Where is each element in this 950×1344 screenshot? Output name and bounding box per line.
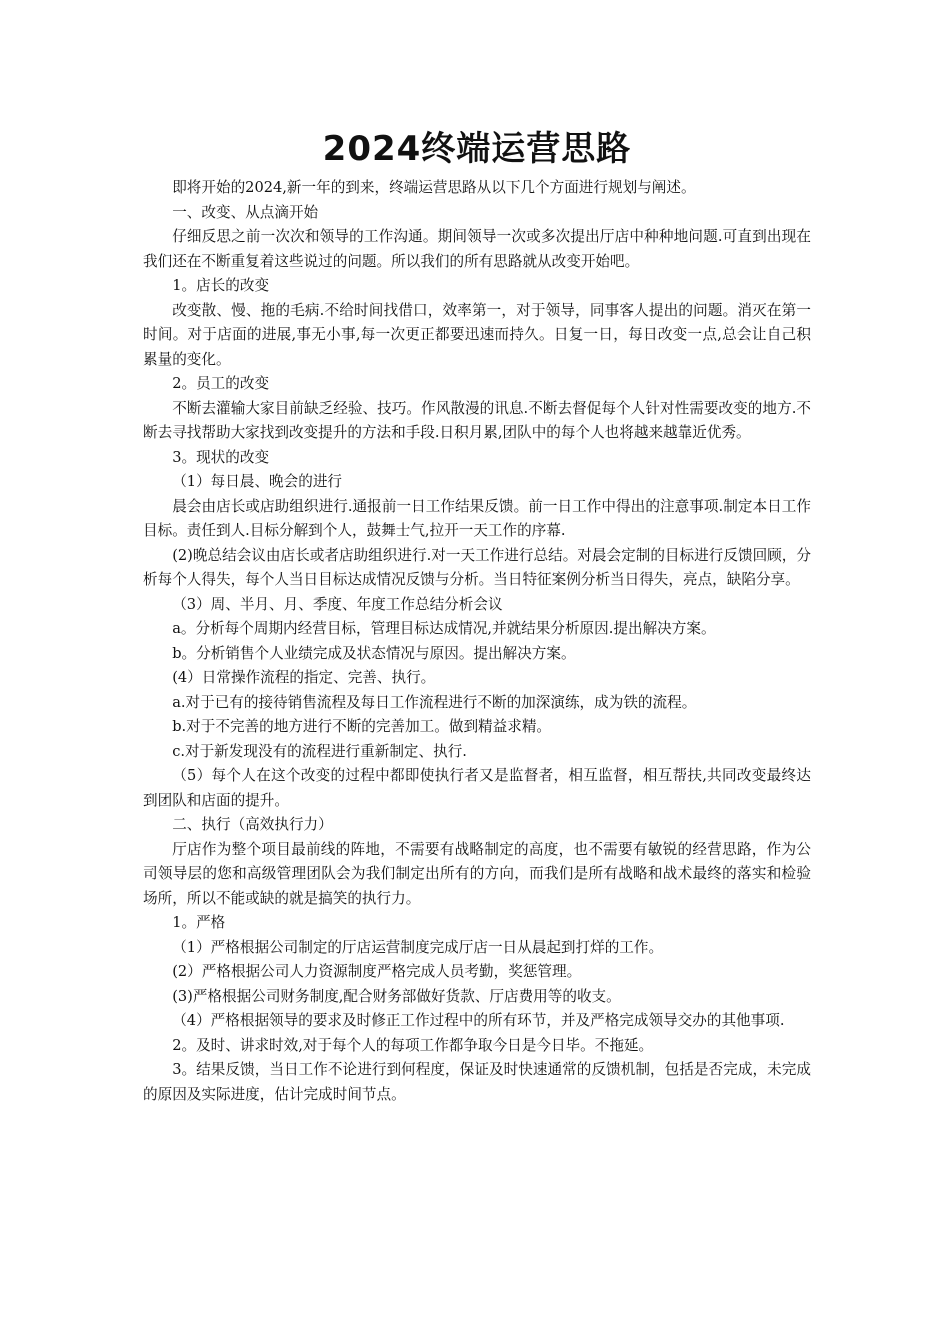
paragraph: 厅店作为整个项目最前线的阵地，不需要有战略制定的高度，也不需要有敏锐的经营思路，作为公司领导层的您和高级管理团队会为我们制定出所有的方向，而我们是所有战略和战术最终的落实和检验场所，所以不能或缺的就是搞笑的执行力。 xyxy=(143,840,811,907)
paragraph: 即将开始的2024,新一年的到来，终端运营思路从以下几个方面进行规划与阐述。 xyxy=(172,179,696,196)
paragraph: （1）严格根据公司制定的厅店运营制度完成厅店一日从晨起到打烊的工作。 xyxy=(172,938,664,956)
paragraph: 2。及时、讲求时效,对于每个人的每项工作都争取今日是今日毕。不拖延。 xyxy=(172,1036,654,1054)
paragraph: （5）每个人在这个改变的过程中都即使执行者又是监督者，相互监督，相互帮扶,共同改变最终达到团队和店面的提升。 xyxy=(143,767,811,809)
paragraph: 3。现状的改变 xyxy=(172,448,270,466)
paragraph: a.对于已有的接待销售流程及每日工作流程进行不断的加深演练，成为铁的流程。 xyxy=(172,693,697,711)
paragraph: a。分析每个周期内经营目标，管理目标达成情况,并就结果分析原因.提出解决方案。 xyxy=(172,620,716,637)
paragraph: 晨会由店长或店助组织进行.通报前一日工作结果反馈。前一日工作中得出的注意事项.制定本日工作目标。责任到人.目标分解到个人，鼓舞士气,拉开一天工作的序幕. xyxy=(143,497,811,539)
paragraph: (2）严格根据公司人力资源制度严格完成人员考勤，奖惩管理。 xyxy=(172,963,582,980)
paragraph: （4）严格根据领导的要求及时修正工作过程中的所有环节，并及严格完成领导交办的其他事项. xyxy=(172,1012,785,1029)
paragraph: 3。结果反馈，当日工作不论进行到何程度，保证及时快速通常的反馈机制，包括是否完成，未完成的原因及实际进度，估计完成时间节点。 xyxy=(143,1061,811,1103)
paragraph: （3）周、半月、月、季度、年度工作总结分析会议 xyxy=(172,595,503,613)
paragraph: b。分析销售个人业绩完成及状态情况与原因。提出解决方案。 xyxy=(172,644,576,662)
paragraph: 2。员工的改变 xyxy=(172,375,270,392)
paragraph: 1。店长的改变 xyxy=(172,277,270,294)
paragraph: (4）日常操作流程的指定、完善、执行。 xyxy=(172,669,436,686)
paragraph: 仔细反思之前一次次和领导的工作沟通。期间领导一次或多次提出厅店中种种地问题.可直到出现在我们还在不断重复着这些说过的问题。所以我们的所有思路就从改变开始吧。 xyxy=(143,228,811,270)
paragraph: （1）每日晨、晚会的进行 xyxy=(172,473,343,490)
paragraph: (3)严格根据公司财务制度,配合财务部做好货款、厅店费用等的收支。 xyxy=(172,987,621,1005)
paragraph: 改变散、慢、拖的毛病.不给时间找借口，效率第一，对于领导，同事客人提出的问题。消灭在第一时间。对于店面的进展,事无小事,每一次更正都要迅速而持久。日复一日，每日改变一点,总会让自己积累量的变化。 xyxy=(143,301,811,368)
paragraph: 二、执行（高效执行力） xyxy=(172,816,333,833)
paragraph: 1。严格 xyxy=(172,914,226,931)
paragraph: 一、改变、从点滴开始 xyxy=(172,203,319,221)
paragraph: (2)晚总结会议由店长或者店助组织进行.对一天工作进行总结。对晨会定制的目标进行反馈回顾，分析每个人得失，每个人当日目标达成情况反馈与分析。当日特征案例分析当日得失，亮点，缺陷分享。 xyxy=(143,546,811,588)
paragraph: b.对于不完善的地方进行不断的完善加工。做到精益求精。 xyxy=(172,718,552,735)
paragraph: 不断去灌输大家目前缺乏经验、技巧。作风散漫的讯息.不断去督促每个人针对性需要改变的地方.不断去寻找帮助大家找到改变提升的方法和手段.日积月累,团队中的每个人也将越来越靠近优秀。 xyxy=(143,399,811,441)
document-title: 2024终端运营思路 xyxy=(322,129,632,169)
paragraph: c.对于新发现没有的流程进行重新制定、执行. xyxy=(172,742,467,760)
document-page xyxy=(143,126,811,1107)
document-body xyxy=(143,176,811,1107)
